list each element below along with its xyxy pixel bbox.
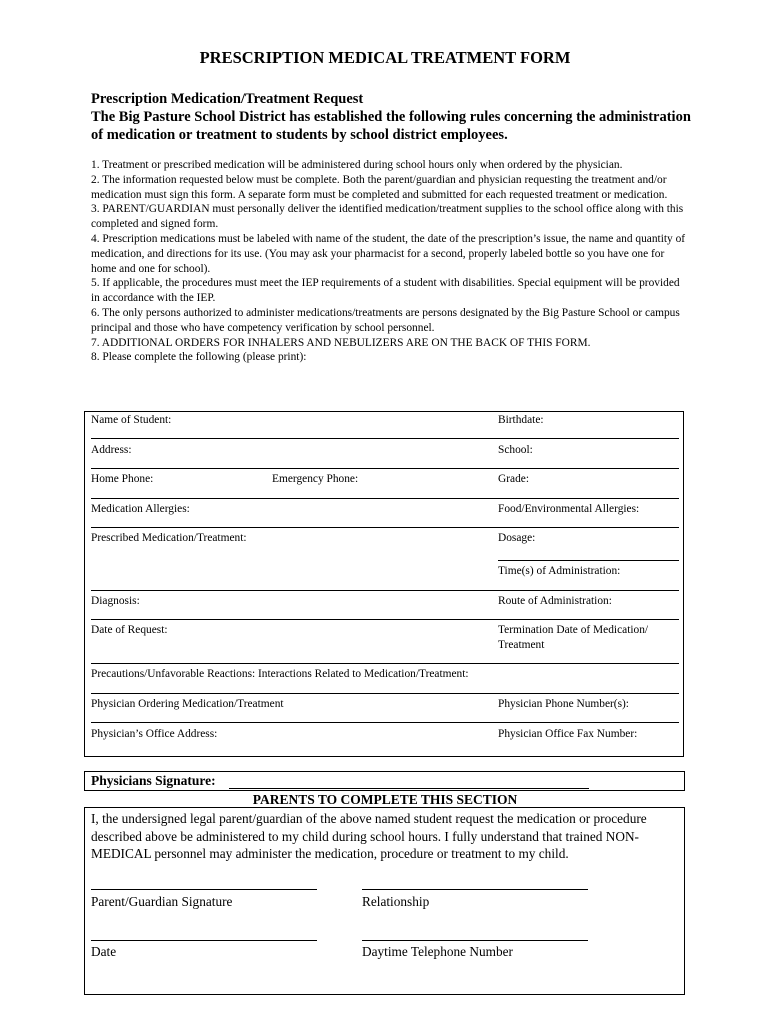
rule-item: 6. The only persons authorized to administer medications/treatments are persons designated by the Big Pasture School or campus principal and those who have competency verification by school personnel. xyxy=(91,306,680,334)
relationship-line[interactable] xyxy=(362,889,588,890)
physician-phone-field[interactable]: Physician Phone Number(s): xyxy=(498,698,629,710)
rule-item: 4. Prescription medications must be labeled with name of the student, the date of the prescription’s issue, the name and quantity of medication, and directions for its use. (You may ask your pharmacist for a second, properly labeled bottle so you have one for home and one for school). xyxy=(91,232,686,275)
date-of-request-field[interactable]: Date of Request: xyxy=(91,624,168,636)
physician-ordering-field[interactable]: Physician Ordering Medication/Treatment xyxy=(91,698,284,710)
prescribed-medication-field[interactable]: Prescribed Medication/Treatment: xyxy=(91,532,247,544)
divider xyxy=(91,663,679,664)
divider xyxy=(91,468,679,469)
form-subtitle: Prescription Medication/Treatment Request xyxy=(91,91,364,107)
rule-item: 7. ADDITIONAL ORDERS FOR INHALERS AND NEBULIZERS ARE ON THE BACK OF THIS FORM. xyxy=(91,336,591,349)
date-line[interactable] xyxy=(91,940,317,941)
form-intro-text: The Big Pasture School District has established the following rules concerning the administration of medication or treatment to students by school district employees. xyxy=(91,109,691,143)
physician-signature-line[interactable] xyxy=(229,788,589,789)
food-allergies-field[interactable]: Food/Environmental Allergies: xyxy=(498,503,640,515)
divider xyxy=(91,722,679,723)
divider xyxy=(91,527,679,528)
divider xyxy=(91,590,679,591)
rule-item: 1. Treatment or prescribed medication will be administered during school hours only when ordered by the physician. xyxy=(91,159,623,171)
termination-date-field-line2: Treatment xyxy=(498,639,545,651)
rule-item: 8. Please complete the following (please print): xyxy=(91,351,307,364)
grade-field[interactable]: Grade: xyxy=(498,473,529,485)
physician-fax-field[interactable]: Physician Office Fax Number: xyxy=(498,728,638,740)
student-name-field[interactable]: Name of Student: xyxy=(91,414,172,426)
medication-allergies-field[interactable]: Medication Allergies: xyxy=(91,503,190,515)
termination-date-field[interactable]: Termination Date of Medication/ xyxy=(498,624,649,636)
divider xyxy=(91,693,679,694)
physician-address-field[interactable]: Physician’s Office Address: xyxy=(91,728,218,740)
parent-signature-label: Parent/Guardian Signature xyxy=(91,894,233,909)
rule-item: 5. If applicable, the procedures must meet the IEP requirements of a student with disabilities. Special equipment will be provided in accordance with the IEP. xyxy=(91,277,680,305)
form-intro xyxy=(91,90,691,144)
parents-section-heading: PARENTS TO COMPLETE THIS SECTION xyxy=(252,792,518,807)
birthdate-field[interactable]: Birthdate: xyxy=(498,414,544,426)
home-phone-field[interactable]: Home Phone: xyxy=(91,473,154,485)
parent-signature-line[interactable] xyxy=(91,889,317,890)
divider xyxy=(91,438,679,439)
relationship-label: Relationship xyxy=(362,894,430,909)
divider xyxy=(498,560,679,561)
rule-item: 2. The information requested below must be complete. Both the parent/guardian and physician requesting the treatment and/or medication must sign this form. A separate form must be completed and submitted for each requested treatment or medication. xyxy=(91,173,668,201)
dosage-field[interactable]: Dosage: xyxy=(498,532,536,544)
date-label: Date xyxy=(91,944,117,959)
emergency-phone-field[interactable]: Emergency Phone: xyxy=(272,473,359,485)
rules-list xyxy=(91,158,691,365)
school-field[interactable]: School: xyxy=(498,444,533,456)
daytime-phone-label: Daytime Telephone Number xyxy=(362,944,513,959)
physician-signature-label: Physicians Signature: xyxy=(91,773,216,788)
route-of-administration-field[interactable]: Route of Administration: xyxy=(498,595,612,607)
rule-item: 3. PARENT/GUARDIAN must personally deliver the identified medication/treatment supplies to the school office along with this completed and signed form. xyxy=(91,203,684,231)
address-field[interactable]: Address: xyxy=(91,444,132,456)
times-of-administration-field[interactable]: Time(s) of Administration: xyxy=(498,565,621,577)
daytime-phone-line[interactable] xyxy=(362,940,588,941)
form-title: PRESCRIPTION MEDICAL TREATMENT FORM xyxy=(199,48,571,67)
divider xyxy=(91,619,679,620)
diagnosis-field[interactable]: Diagnosis: xyxy=(91,595,140,607)
divider xyxy=(91,498,679,499)
parent-consent-text: I, the undersigned legal parent/guardian of the above named student request the medication or procedure described above be administered to my child during school hours. I fully understand that trained NON-MEDICAL personnel may administer the medication, procedure or treatment to my child. xyxy=(91,811,647,861)
precautions-field[interactable]: Precautions/Unfavorable Reactions: Interactions Related to Medication/Treatment: xyxy=(91,668,469,680)
